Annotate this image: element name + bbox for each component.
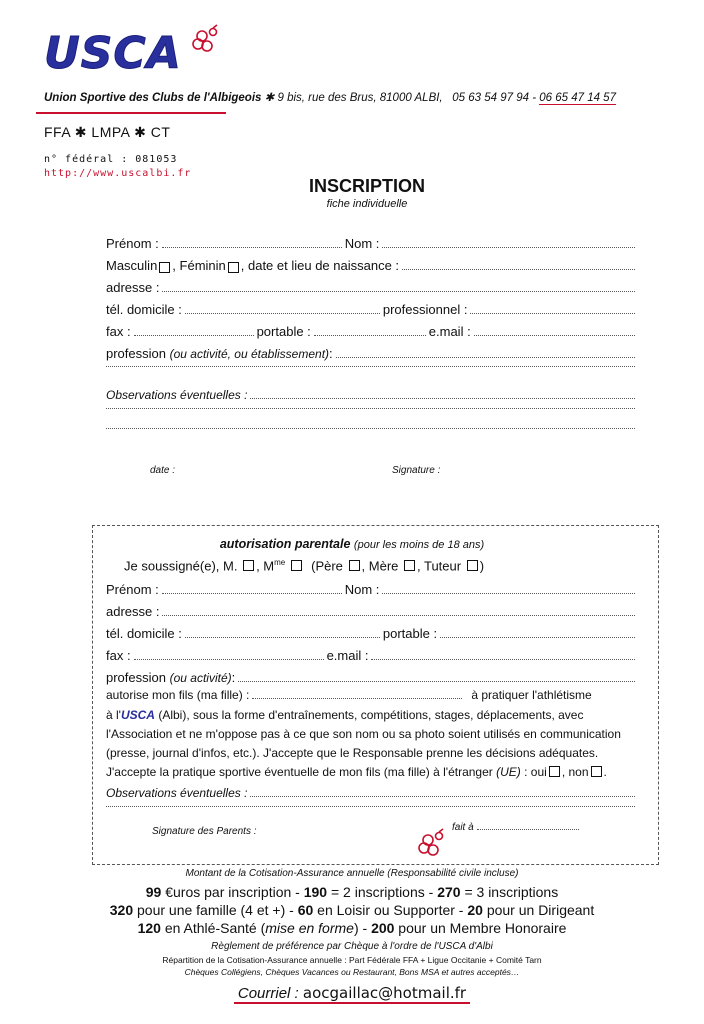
field-professionnel[interactable] — [470, 313, 635, 314]
p-field-portable[interactable] — [440, 637, 635, 638]
p-field-enfant[interactable] — [252, 698, 462, 699]
row-prenom-nom — [106, 236, 638, 251]
courriel-email-link[interactable]: aocgaillac@hotmail.fr — [302, 984, 467, 1002]
footer-line1-segment: 190 — [303, 884, 328, 900]
field-naissance[interactable] — [402, 269, 635, 270]
field-observations[interactable] — [250, 398, 635, 399]
p-row-observations-2 — [106, 806, 638, 810]
footer-line2-segment: pour un Dirigeant — [482, 902, 595, 918]
p-consent-line2: l'Association et ne m'oppose pas à ce que son nom ou sa photo soient utilisés en communication — [106, 727, 621, 741]
phone-2: 06 65 47 14 57 — [539, 92, 616, 104]
p-consent-line1 — [106, 706, 646, 725]
row-profession-cont — [106, 366, 638, 370]
footer-line2-segment: 20 — [467, 902, 483, 918]
label-mme-sup: me — [274, 558, 286, 567]
usca-logo: USCA — [44, 28, 182, 79]
p-label-email: e.mail : — [326, 648, 369, 663]
footer-courriel — [0, 984, 704, 1004]
footer-montant: Montant de la Cotisation-Assurance annuelle (Responsabilité civile incluse) — [185, 868, 519, 879]
p-text-line4d: , non — [561, 765, 589, 779]
p-label-observations: Observations éventuelles : — [106, 786, 248, 800]
checkbox-tuteur[interactable] — [467, 560, 478, 571]
row-sexe-naissance — [106, 258, 638, 273]
federal-number: n° fédéral : 081053 — [44, 154, 178, 165]
p-label-fait-a: fait à — [452, 822, 474, 833]
p-field-nom[interactable] — [382, 593, 635, 594]
label-fax: fax : — [106, 324, 131, 339]
form-title: INSCRIPTION — [308, 176, 425, 196]
footer-line2-segment: 320 — [109, 902, 134, 918]
label-tuteur: , Tuteur — [417, 558, 462, 574]
footer-cheques: Chèques Collégiens, Chèques Vacances ou Restaurant, Bons MSA et autres acceptés… — [184, 967, 520, 977]
p-label-autorise: autorise mon fils (ma fille) : — [106, 688, 250, 702]
checkbox-pere[interactable] — [349, 560, 360, 571]
footer-line1-segment: 99 — [145, 884, 162, 900]
flower-stamp-icon — [414, 826, 448, 860]
footer-tarifs-1 — [0, 884, 704, 900]
form-subtitle: fiche individuelle — [326, 198, 408, 210]
label-prenom: Prénom : — [106, 236, 159, 251]
checkbox-madame[interactable] — [291, 560, 302, 571]
club-address: 9 bis, rue des Brus, 81000 ALBI, — [277, 92, 443, 104]
footer-line3-segment: 120 — [137, 920, 161, 936]
label-masculin: Masculin — [106, 258, 158, 273]
footer-line3-segment: ) - — [353, 920, 372, 936]
p-text-a: à l' — [106, 708, 121, 722]
p-row-prenom-nom — [106, 582, 638, 597]
label-observations: Observations éventuelles : — [106, 388, 248, 402]
checkbox-etranger-oui[interactable] — [549, 766, 560, 777]
footer-line3-segment: 200 — [371, 920, 395, 936]
label-adresse: adresse : — [106, 280, 160, 295]
footer-line1-segment: = 3 inscriptions — [460, 884, 559, 900]
checkbox-mere[interactable] — [404, 560, 415, 571]
phone-1: 05 63 54 97 94 — [452, 92, 529, 104]
footer-line2-segment: en Loisir ou Supporter - — [313, 902, 468, 918]
checkbox-feminin[interactable] — [228, 262, 239, 273]
website-link[interactable]: http://www.uscalbi.fr — [44, 168, 192, 179]
field-adresse[interactable] — [162, 291, 635, 292]
label-profession: profession — [106, 346, 166, 361]
club-name: Union Sportive des Clubs de l'Albigeois — [44, 92, 262, 104]
label-soussigne: Je soussigné(e), M. — [124, 558, 238, 574]
p-field-fax[interactable] — [134, 659, 324, 660]
label-mere: , Mère — [361, 558, 399, 574]
field-prenom[interactable] — [162, 247, 342, 248]
footer-line3-segment: pour un Membre Honoraire — [394, 920, 567, 936]
footer-line1-segment: 270 — [437, 884, 461, 900]
p-label-pratiquer: à pratiquer l'athlétisme — [471, 688, 592, 702]
field-observations-line2[interactable] — [106, 408, 635, 409]
p-field-observations[interactable] — [250, 796, 635, 797]
label-pere: (Père — [311, 558, 343, 574]
field-observations-line3[interactable] — [106, 428, 635, 429]
p-row-profession — [106, 670, 638, 685]
label-feminin: , Féminin — [172, 258, 226, 273]
row-soussigne — [124, 558, 484, 573]
federations: FFA ✱ LMPA ✱ CT — [44, 124, 171, 140]
p-text-line4a: J'accepte la pratique sportive éventuelle de mon fils (ma fille) à l'étranger — [106, 765, 493, 779]
p-text-rest1: (Albi), sous la forme d'entraînements, compétitions, stages, déplacements, avec — [154, 708, 584, 722]
row-fax-portable-email — [106, 324, 638, 339]
p-row-fait-a — [452, 822, 582, 833]
field-tel-domicile[interactable] — [185, 313, 380, 314]
label-nom: Nom : — [344, 236, 380, 251]
p-field-prenom[interactable] — [162, 593, 342, 594]
label-professionnel: professionnel : — [382, 302, 468, 317]
p-label-profession: profession — [106, 670, 166, 685]
field-fax[interactable] — [134, 335, 254, 336]
field-email[interactable] — [474, 335, 635, 336]
p-field-email[interactable] — [371, 659, 635, 660]
row-observations-3 — [106, 428, 638, 432]
parental-title-text: autorisation parentale — [219, 537, 351, 551]
p-row-adresse — [106, 604, 638, 619]
row-observations-2 — [106, 408, 638, 412]
flower-logo-icon — [188, 22, 222, 56]
footer-tarifs-3 — [0, 920, 704, 936]
p-row-telephone — [106, 626, 638, 641]
label-close-paren: ) — [479, 558, 485, 574]
p-consent-line3: (presse, journal d'infos, etc.). J'accepte que le Responsable prenne les décisions adéquates. — [106, 746, 599, 760]
row-telephone — [106, 302, 638, 317]
label-mme: , M — [256, 558, 275, 574]
p-field-observations-line2[interactable] — [106, 806, 635, 807]
row-adresse — [106, 280, 638, 295]
label-portable: portable : — [256, 324, 311, 339]
p-field-adresse[interactable] — [162, 615, 635, 616]
p-label-tel: tél. domicile : — [106, 626, 182, 641]
footer-line2-segment: pour une famille (4 et +) - — [133, 902, 298, 918]
p-label-prenom: Prénom : — [106, 582, 159, 597]
field-portable[interactable] — [314, 335, 426, 336]
p-label-adresse: adresse : — [106, 604, 160, 619]
p-label-profession-detail: (ou activité) — [169, 671, 232, 685]
parental-title — [0, 537, 704, 551]
p-text-line4c: : oui — [524, 765, 547, 779]
p-field-fait-a[interactable] — [477, 829, 579, 830]
p-text-line4b: (UE) — [496, 765, 521, 779]
checkbox-etranger-non[interactable] — [591, 766, 602, 777]
field-profession-line2[interactable] — [106, 366, 635, 367]
footer-line1-segment: = 2 inscriptions - — [327, 884, 438, 900]
p-consent-text — [106, 706, 646, 782]
p-label-signature-parents: Signature des Parents : — [152, 826, 257, 837]
label-profession-colon: : — [329, 346, 333, 361]
field-profession[interactable] — [336, 357, 635, 358]
p-field-tel[interactable] — [185, 637, 380, 638]
header-divider — [36, 112, 226, 114]
footer-line2-segment: 60 — [297, 902, 314, 918]
field-nom[interactable] — [382, 247, 635, 248]
footer-reglement: Règlement de préférence par Chèque à l'ordre de l'USCA d'Albi — [211, 941, 493, 952]
parental-title-note: (pour les moins de 18 ans) — [353, 539, 485, 551]
p-text-usca: USCA — [120, 708, 155, 722]
p-consent-line4: J'accepte la pratique sportive éventuelle de mon fils (ma fille) à l'étranger (UE) : oui , non . — [106, 765, 607, 779]
p-label-fax: fax : — [106, 648, 131, 663]
p-label-nom: Nom : — [344, 582, 380, 597]
p-label-profession-colon: : — [231, 670, 236, 685]
club-address-line: Union Sportive des Clubs de l'Albigeois ✱ 9 bis, rue des Brus, 81000 ALBI, 05 63 54 97 94 - 06 65 47 14 57 — [44, 92, 616, 104]
footer-line1-segment: €uros par inscription - — [161, 884, 304, 900]
row-observations — [106, 388, 638, 402]
label-tel-domicile: tél. domicile : — [106, 302, 182, 317]
footer-tarifs-2 — [0, 902, 704, 918]
p-row-fax-email — [106, 648, 638, 663]
label-signature: Signature : — [392, 465, 441, 476]
footer-repartition: Répartition de la Cotisation-Assurance annuelle : Part Fédérale FFA + Ligue Occitanie + Comité Tarn — [162, 955, 542, 965]
p-label-portable: portable : — [382, 626, 438, 641]
label-email: e.mail : — [428, 324, 471, 339]
p-row-observations — [106, 786, 638, 800]
footer-line3-segment: en Athlé-Santé ( — [160, 920, 266, 936]
p-row-autorise — [106, 688, 638, 702]
footer-line3-segment: mise en forme — [265, 920, 354, 936]
courriel-label: Courriel : — [237, 985, 299, 1002]
label-profession-detail: (ou activité, ou établissement) — [169, 347, 330, 361]
checkbox-masculin[interactable] — [159, 262, 170, 273]
checkbox-monsieur[interactable] — [243, 560, 254, 571]
label-naissance: , date et lieu de naissance : — [240, 258, 400, 273]
row-profession — [106, 346, 638, 361]
label-date: date : — [150, 465, 176, 476]
p-field-profession[interactable] — [238, 681, 635, 682]
